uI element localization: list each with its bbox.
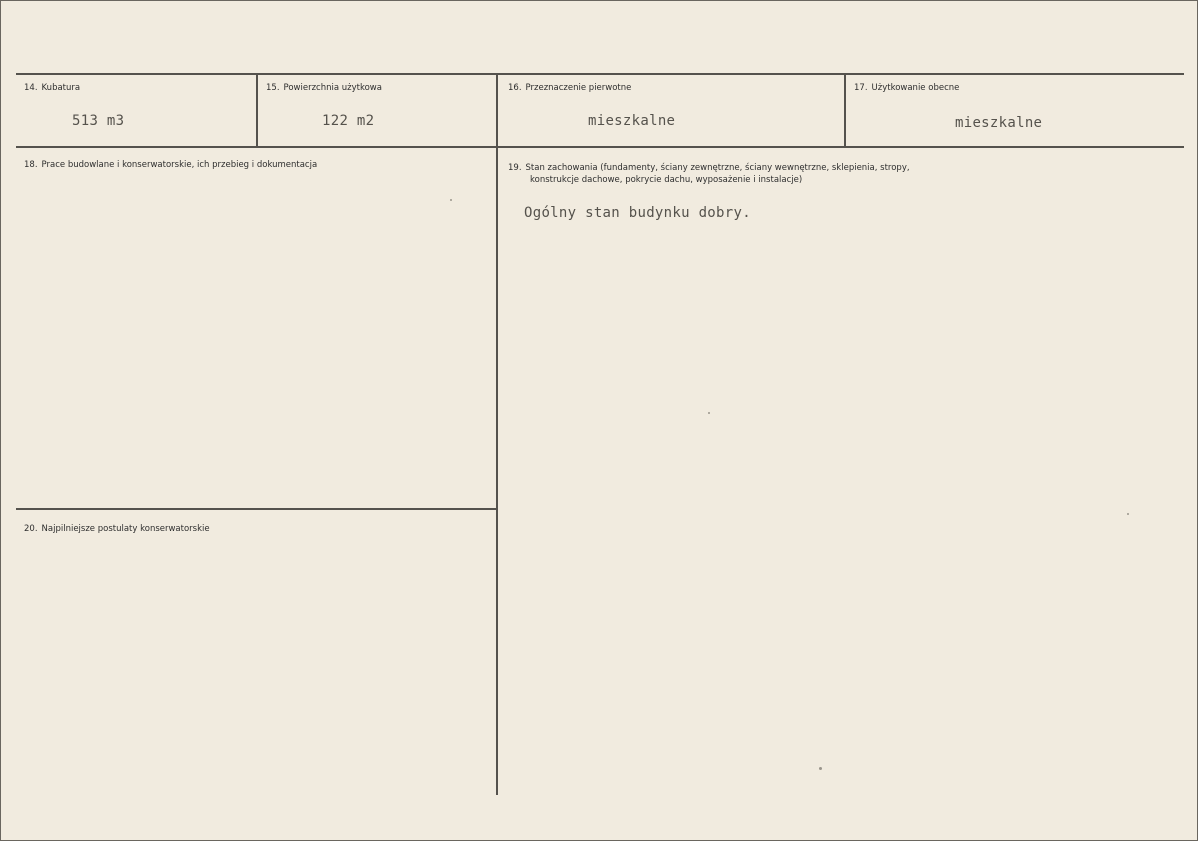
header-bottom-rule — [16, 146, 1184, 148]
field-19-text-line1: Stan zachowania (fundamenty, ściany zewnętrzne, ściany wewnętrzne, sklepienia, stropy, — [525, 163, 910, 173]
left-divider-rule — [16, 508, 496, 510]
field-19-label — [508, 162, 910, 174]
divider-14-15 — [256, 73, 258, 148]
paper-speck — [1127, 513, 1129, 515]
field-19-number: 19. — [508, 163, 522, 173]
paper-speck — [708, 412, 710, 414]
field-20-text: Najpilniejsze postulaty konserwatorskie — [41, 524, 210, 534]
top-rule — [16, 73, 1184, 75]
field-14-number: 14. — [24, 83, 38, 93]
field-15-value: 122 m2 — [322, 113, 375, 129]
field-20-number: 20. — [24, 524, 38, 534]
field-19-label-line2: konstrukcje dachowe, pokrycie dachu, wyposażenie i instalacje) — [530, 175, 803, 185]
field-14-text: Kubatura — [41, 83, 81, 93]
field-14-value: 513 m3 — [72, 113, 125, 129]
divider-16-17 — [844, 73, 846, 148]
field-14-label — [24, 82, 80, 94]
field-16-number: 16. — [508, 83, 522, 93]
field-17-text: Użytkowanie obecne — [871, 83, 960, 93]
field-19-value: Ogólny stan budynku dobry. — [524, 205, 751, 221]
field-17-label — [854, 82, 959, 94]
field-15-number: 15. — [266, 83, 280, 93]
paper-speck — [450, 199, 452, 201]
paper-speck — [819, 767, 822, 770]
field-20-label — [24, 523, 210, 535]
field-16-value: mieszkalne — [588, 113, 676, 129]
field-16-label — [508, 82, 631, 94]
field-18-text: Prace budowlane i konserwatorskie, ich przebieg i dokumentacja — [41, 160, 318, 170]
field-17-value: mieszkalne — [955, 115, 1043, 131]
field-17-number: 17. — [854, 83, 868, 93]
field-15-label — [266, 82, 382, 94]
main-vertical-divider — [496, 73, 498, 795]
field-18-number: 18. — [24, 160, 38, 170]
field-18-label — [24, 159, 317, 171]
field-15-text: Powierzchnia użytkowa — [283, 83, 382, 93]
field-16-text: Przeznaczenie pierwotne — [525, 83, 632, 93]
